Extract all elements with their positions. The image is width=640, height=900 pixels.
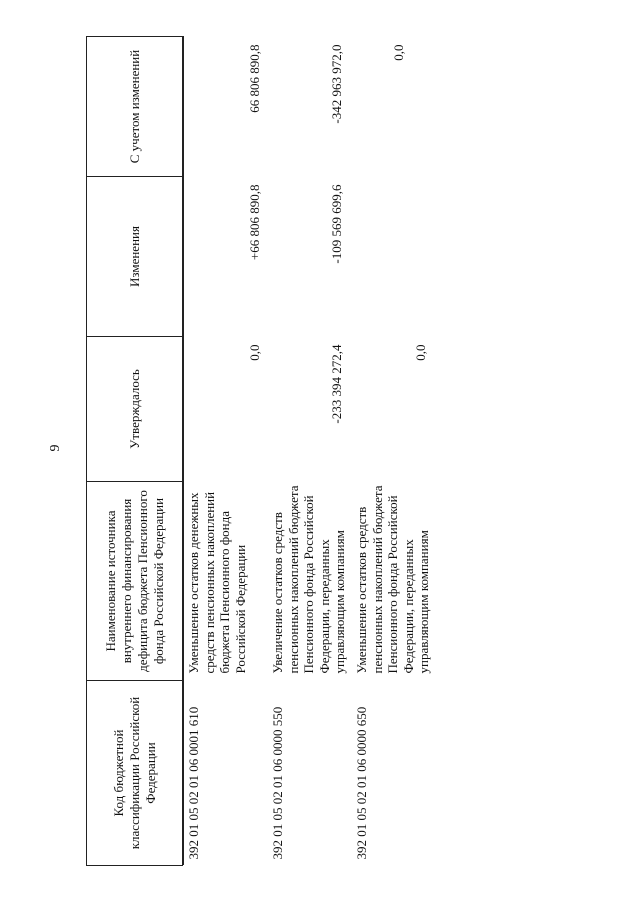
budget-table: [86, 36, 436, 866]
table-row: [184, 37, 269, 866]
header-approved: Утверждалось: [87, 337, 183, 482]
header-name: Наименование источника внутреннего финансирования дефицита бюджета Пенсионного фонда Российской Федерации: [87, 482, 183, 681]
row-approved: -233 394 272,4: [328, 344, 344, 424]
row-change: +66 806 890,8: [246, 184, 262, 261]
row-approved-cell: [184, 337, 269, 482]
row-change-cell: [352, 177, 436, 337]
table-row: [352, 37, 436, 866]
table-header-row: [87, 37, 183, 866]
row-approved: 0,0: [412, 344, 428, 361]
row-total-cell: [268, 37, 352, 177]
row-total: -342 963 972,0: [328, 44, 344, 124]
row-code: 392 01 05 02 01 06 0001 610: [186, 706, 201, 860]
row-total-cell: [184, 37, 269, 177]
row-approved: 0,0: [246, 344, 262, 361]
row-change-cell: [268, 177, 352, 337]
row-code: 392 01 05 02 01 06 0000 650: [354, 706, 369, 860]
header-code: Код бюджетной классификации Российской Федерации: [87, 681, 183, 866]
header-change: Изменения: [87, 177, 183, 337]
row-name: Уменьшение остатков денежных средств пенсионных накоплений бюджета Пенсионного фонда Российской Федерации: [186, 491, 248, 674]
row-approved-cell: [352, 337, 436, 482]
row-total: 0,0: [390, 44, 406, 61]
row-code: 392 01 05 02 01 06 0000 550: [270, 706, 285, 860]
row-approved-cell: [268, 337, 352, 482]
table-row: [268, 37, 352, 866]
row-name: Уменьшение остатков средств пенсионных накоплений бюджета Пенсионного фонда Российской Федерации, переданных управляющим компаниям: [354, 485, 431, 674]
header-total: С учетом изменений: [87, 37, 183, 177]
row-change-cell: [184, 177, 269, 337]
page-number: 9: [48, 444, 63, 452]
row-total: 66 806 890,8: [246, 44, 262, 113]
row-name: Увеличение остатков средств пенсионных накоплений бюджета Пенсионного фонда Российской Федерации, переданных управляющим компаниям: [270, 485, 347, 674]
row-total-cell: [352, 37, 436, 177]
row-change: -109 569 699,6: [328, 184, 344, 264]
